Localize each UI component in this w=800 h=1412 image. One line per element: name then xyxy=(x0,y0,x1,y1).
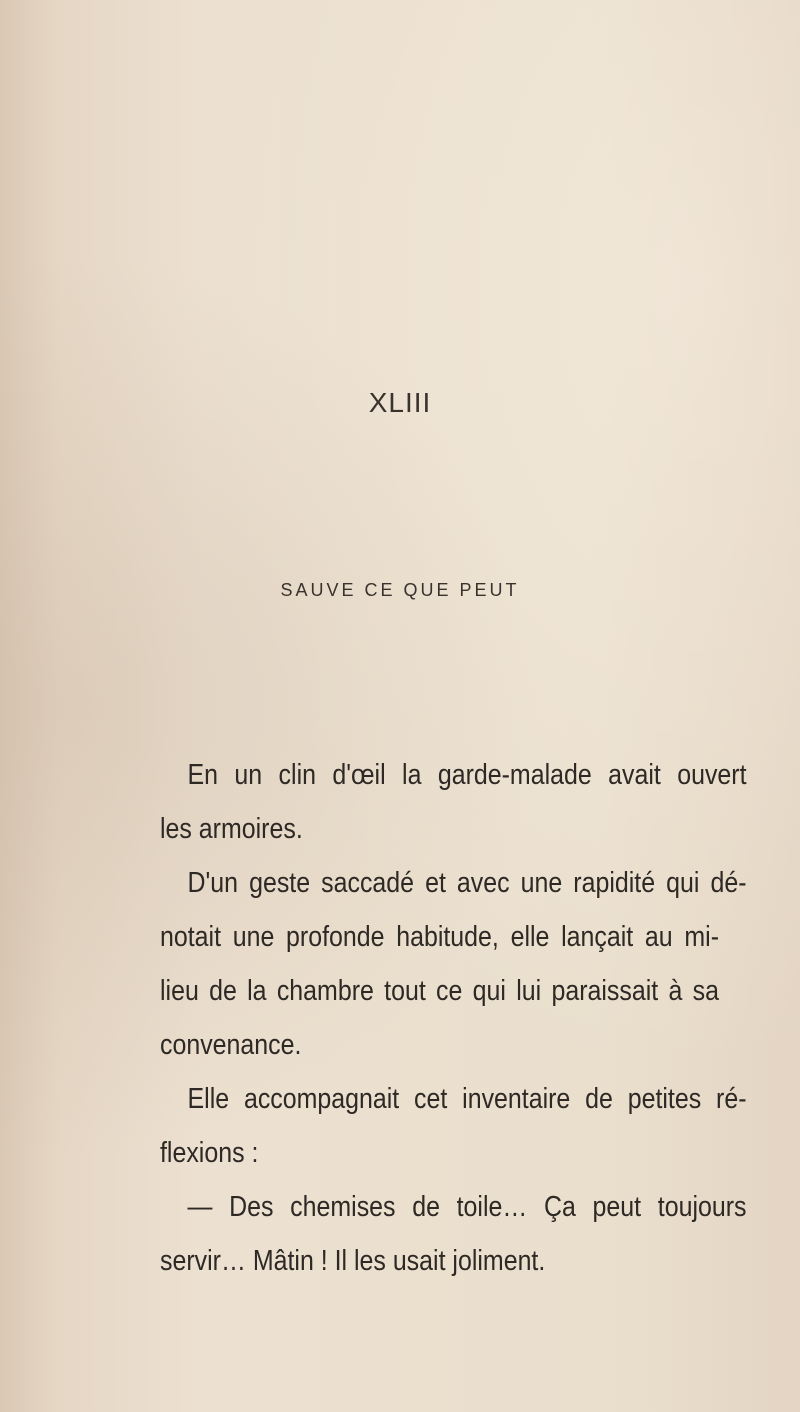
chapter-number: XLIII xyxy=(368,387,432,418)
text-line: Elle accompagnait cet inventaire de petites ré- xyxy=(187,1083,747,1115)
text-line: lieu de la chambre tout ce qui lui paraissait à sa xyxy=(160,975,719,1007)
text-line: les armoires. xyxy=(160,813,303,845)
text-line: convenance. xyxy=(160,1029,302,1061)
text-line: En un clin d'œil la garde-malade avait ouvert xyxy=(187,759,747,791)
text-line: servir… Mâtin ! Il les usait joliment. xyxy=(160,1245,546,1277)
text-line: notait une profonde habitude, elle lançait au mi- xyxy=(160,921,719,953)
chapter-title: SAUVE CE QUE PEUT xyxy=(280,580,520,600)
text-line: flexions : xyxy=(160,1137,259,1169)
text-line: — Des chemises de toile… Ça peut toujours xyxy=(187,1191,747,1223)
text-line: D'un geste saccadé et avec une rapidité qui dé- xyxy=(187,867,747,899)
body-text xyxy=(160,748,747,1288)
